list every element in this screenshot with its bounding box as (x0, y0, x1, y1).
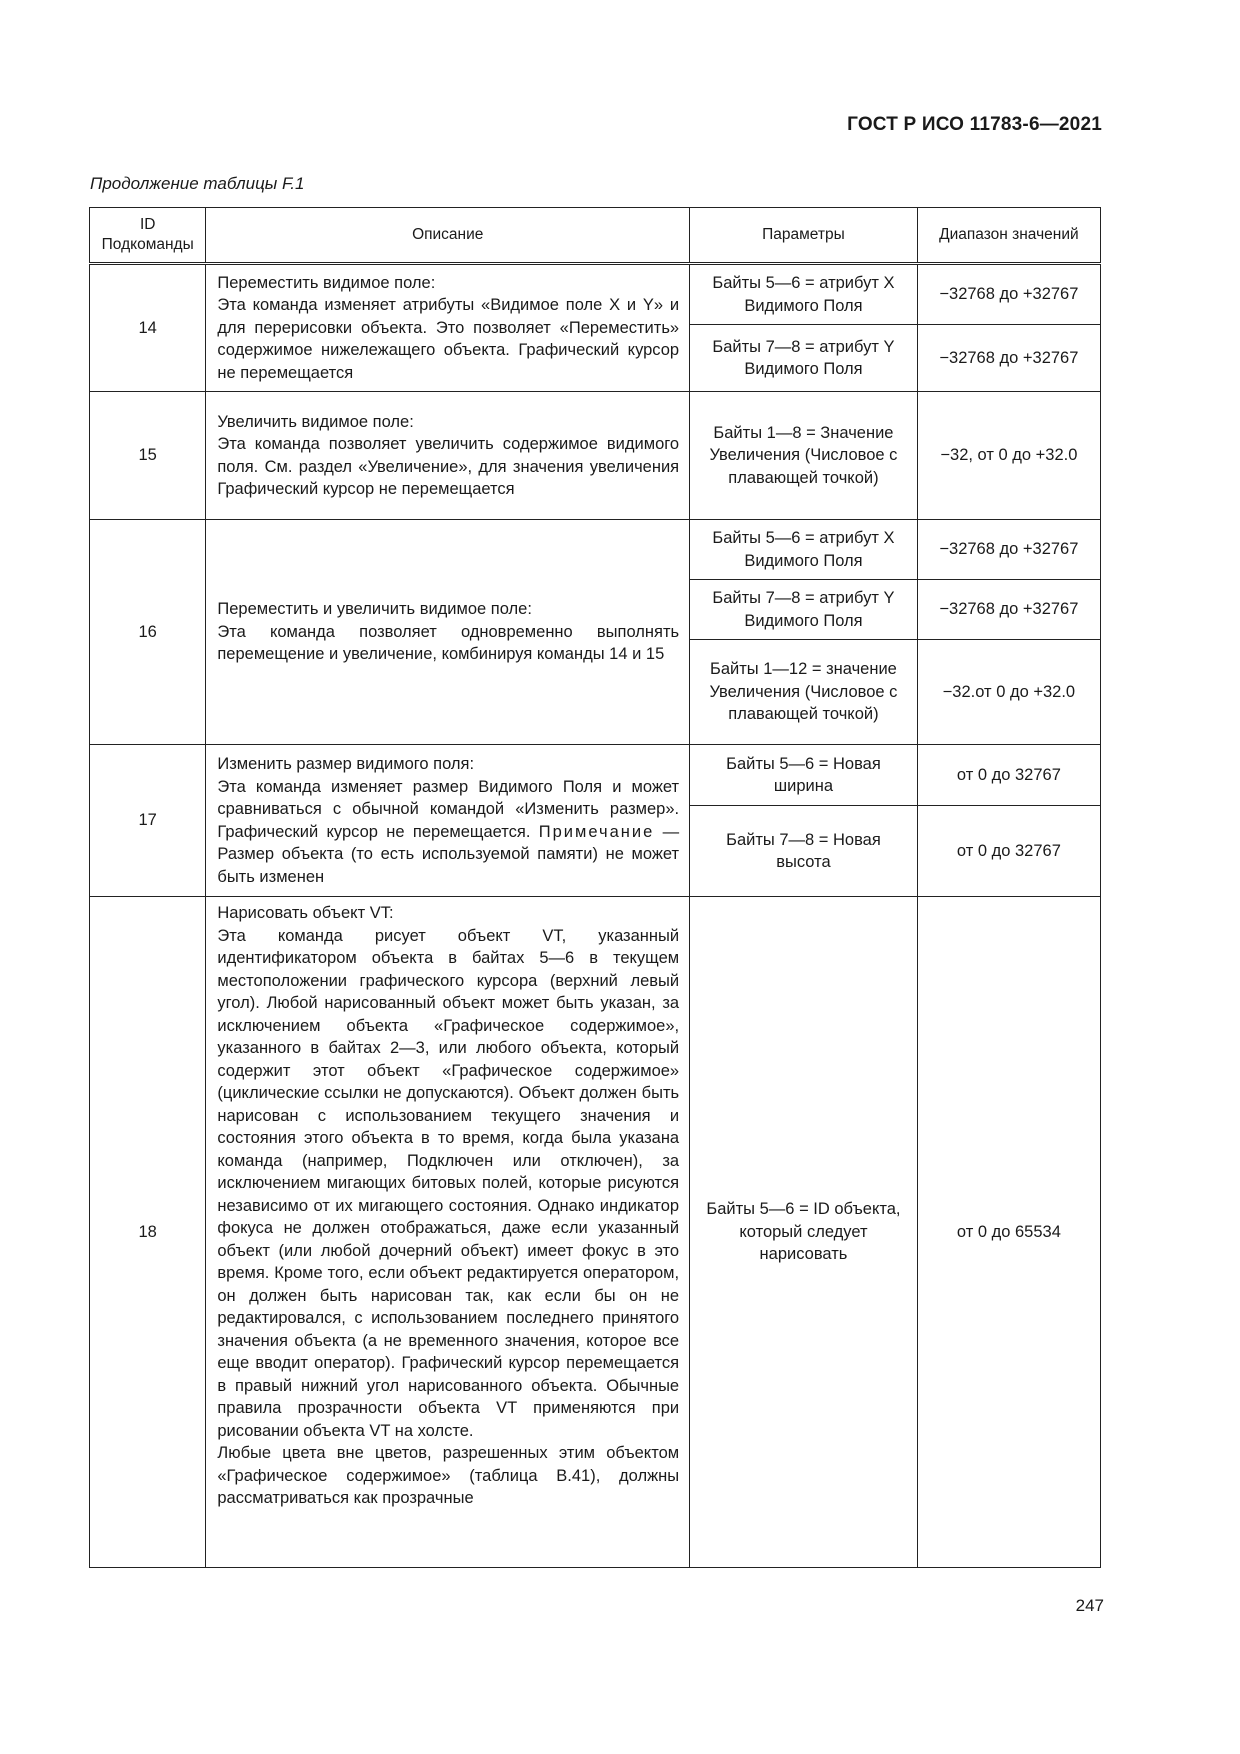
row-range: −32, от 0 до +32.0 (917, 392, 1100, 520)
row-range: −32768 до +32767 (917, 325, 1100, 392)
row-description: Изменить размер видимого поля: Эта команда изменяет размер Видимого Поля и может сравниваться с обычной командой «Изменить размер». Графический курсор не перемещается. Примечание — Размер объекта (то есть используемой памяти) не может быть изменен (206, 745, 690, 897)
table-row (90, 392, 1101, 520)
row-parameter: Байты 5—6 = Новая ширина (690, 745, 918, 806)
row-description: Нарисовать объект VT: Эта команда рисует объект VT, указанный идентификатором объекта в байтах 5—6 в текущем местоположении графического курсора (верхний левый угол). Любой нарисованный объект может быть указан, за исключением объекта «Графическое содержимое», указанного в байтах 2—3, или любого объекта, который содержит этот объект «Графическое содержимое» (циклические ссылки не допускаются). Объект должен быть нарисован с использованием текущего значения и состояния этого объекта в то время, когда была указана команда (например, Подключен или отключен), за исключением мигающих битовых полей, которые рисуются независимо от их мигающего состояния. Однако индикатор фокуса не должен отображаться, даже если указанный объект (или любой дочерний объект) имеет фокус в это время. Кроме того, если объект редактируется оператором, он должен быть нарисован так, как если бы он не редактировался, с использованием последнего принятого значения объекта (а не временного значения, которое все еще вводит оператор). Графический курсор перемещается в правый нижний угол нарисованного объекта. Обычные правила прозрачности объекта VT применяются при рисовании объекта VT на холсте. Любые цвета вне цветов, разрешенных этим объектом «Графическое содержимое» (таблица В.41), должны рассматриваться как прозрачные (206, 897, 690, 1568)
row-parameter: Байты 7—8 = Новая высота (690, 806, 918, 897)
row-parameter: Байты 5—6 = атрибут X Видимого Поля (690, 520, 918, 580)
header-description: Описание (206, 208, 690, 264)
table-row (90, 745, 1101, 806)
row-id: 17 (90, 745, 206, 897)
header-parameters: Параметры (690, 208, 918, 264)
row-description: Переместить видимое поле: Эта команда изменяет атрибуты «Видимое поле X и Y» и для перерисовки объекта. Это позволяет «Переместить» содержимое нижележащего объекта. Графический курсор не перемещается (206, 264, 690, 392)
table-header-row (90, 208, 1101, 264)
row-parameter: Байты 5—6 = ID объекта, который следует нарисовать (690, 897, 918, 1568)
table-row (90, 264, 1101, 325)
row-id: 18 (90, 897, 206, 1568)
row-range: −32768 до +32767 (917, 264, 1100, 325)
row-parameter: Байты 7—8 = атрибут Y Видимого Поля (690, 580, 918, 640)
row-range: от 0 до 32767 (917, 806, 1100, 897)
table-row (90, 897, 1101, 1568)
page-number: 247 (1075, 1596, 1104, 1615)
note-label: Примечание (538, 822, 655, 841)
commands-table (89, 207, 1101, 1568)
row-parameter: Байты 5—6 = атрибут X Видимого Поля (690, 264, 918, 325)
row-parameter: Байты 1—8 = Значение Увеличения (Числовое с плавающей точкой) (690, 392, 918, 520)
row-range: −32.от 0 до +32.0 (917, 640, 1100, 745)
row-parameter: Байты 1—12 = значение Увеличения (Числовое с плавающей точкой) (690, 640, 918, 745)
header-id: ID Подкоманды (90, 208, 206, 264)
note-text: — Размер объекта (то есть используемой памяти) не может быть изменен (217, 822, 680, 886)
row-id: 15 (90, 392, 206, 520)
header-range: Диапазон значений (917, 208, 1100, 264)
row-id: 16 (90, 520, 206, 745)
row-range: −32768 до +32767 (917, 520, 1100, 580)
row-range: от 0 до 32767 (917, 745, 1100, 806)
row-description: Переместить и увеличить видимое поле: Эта команда позволяет одновременно выполнять перемещение и увеличение, комбинируя команды 14 и 15 (206, 520, 690, 745)
row-range: −32768 до +32767 (917, 580, 1100, 640)
row-id: 14 (90, 264, 206, 392)
document-id: ГОСТ Р ИСО 11783-6—2021 (847, 114, 1102, 135)
row-parameter: Байты 7—8 = атрибут Y Видимого Поля (690, 325, 918, 392)
row-range: от 0 до 65534 (917, 897, 1100, 1568)
table-caption: Продолжение таблицы F.1 (90, 174, 305, 193)
table-row (90, 520, 1101, 580)
row-description: Увеличить видимое поле: Эта команда позволяет увеличить содержимое видимого поля. См. раздел «Увеличение», для значения увеличения Графический курсор не перемещается (206, 392, 690, 520)
